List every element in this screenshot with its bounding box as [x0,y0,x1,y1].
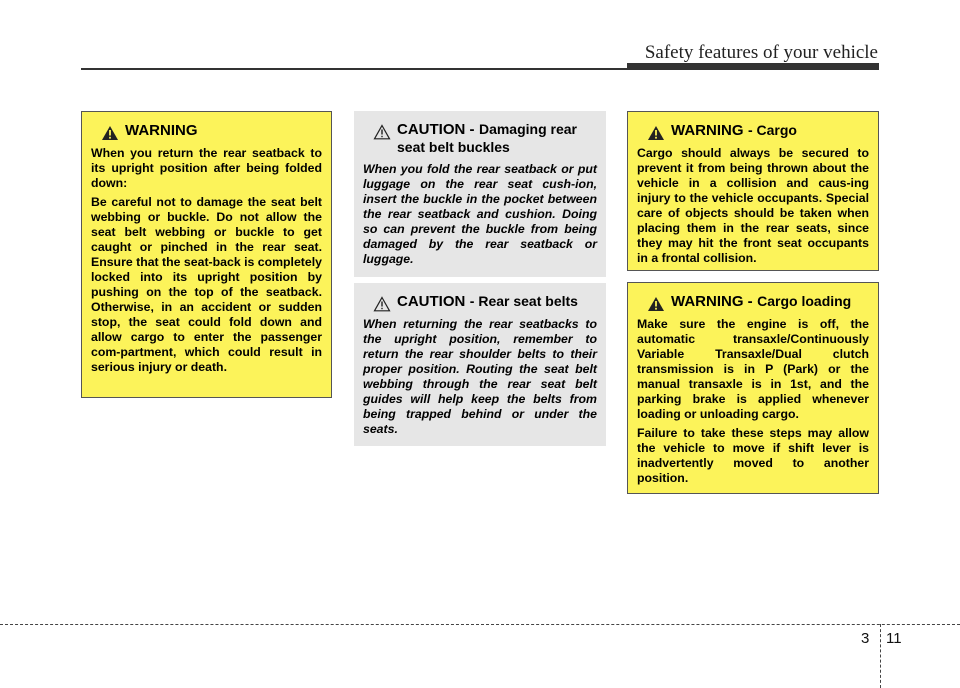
page-number: 11 [886,630,902,647]
header-rule-accent [627,63,879,70]
caution-outline-triangle-icon [373,296,391,312]
footer-rule [0,624,960,625]
warning-filled-triangle-icon [647,296,665,312]
caution-paragraph: When you fold the rear seatback or put luggage on the rear seat cush-ion, insert the buckle in the pocket between the rear seatback and cushion. Doing so can prevent the buckle from being damaged by the rear seatback or luggage. [363,162,597,266]
warning-header [637,293,869,312]
caution-paragraph: When returning the rear seatbacks to the upright position, remember to return the rear shoulder belts to their proper position. Routing the seat belt webbing through the rear seat belt guides will help keep the belts from being trapped behind or under the seats. [363,317,597,436]
chapter-number: 3 [861,630,870,647]
warning-subtitle: Cargo loading [757,293,852,309]
warning-title: WARNING [125,122,198,139]
warning-header [91,122,322,141]
warning-filled-triangle-icon [101,125,119,141]
warning-title: WARNING - [671,293,753,310]
warning-paragraph: Make sure the engine is off, the automatic transaxle/Continuously Variable Transaxle/Dual clutch transmission is in P (Park) or the manual transaxle is in 1st, and the parking brake is applied whenever loading or unloading cargo. [637,317,869,421]
caution-box-rear-seat-belts [354,283,606,446]
caution-header [363,293,597,312]
page-header-title: Safety features of your vehicle [644,42,878,63]
warning-paragraph: Be careful not to damage the seat belt webbing or buckle. Do not allow the seat belt webbing or buckle to get caught or pinched in the rear seat. Ensure that the seat-back is completely locked into its upright position by pushing on the top of the seatback. Otherwise, in an accident or sudden stop, the seat could fold down and allow cargo to enter the passenger com-partment, which could result in serious injury or death. [91,195,322,374]
warning-box-cargo-loading [627,282,879,494]
caution-title: CAUTION - [397,121,475,138]
warning-box-rear-seatback [81,111,332,398]
caution-title: CAUTION [397,293,466,310]
caution-outline-triangle-icon [373,124,391,140]
caution-header [363,121,597,157]
caution-subtitle: Damaging rear seat belt buckles [397,121,577,155]
warning-paragraph: When you return the rear seatback to its upright position after being folded down: [91,146,322,190]
warning-header [637,122,869,141]
caution-subtitle: - Rear seat belts [469,293,578,309]
warning-title: WARNING [671,122,744,139]
warning-filled-triangle-icon [647,125,665,141]
warning-box-cargo [627,111,879,271]
warning-subtitle: - Cargo [747,122,797,138]
footer-divider [880,624,881,688]
warning-paragraph: Failure to take these steps may allow the vehicle to move if shift lever is inadvertently moved to another position. [637,426,869,485]
caution-box-buckles [354,111,606,277]
warning-paragraph: Cargo should always be secured to prevent it from being thrown about the vehicle in a collision and caus-ing injury to the vehicle occupants. Special care of objects should be taken when placing them in the rear seats, since they may hit the front seat occupants in a frontal collision. [637,146,869,265]
